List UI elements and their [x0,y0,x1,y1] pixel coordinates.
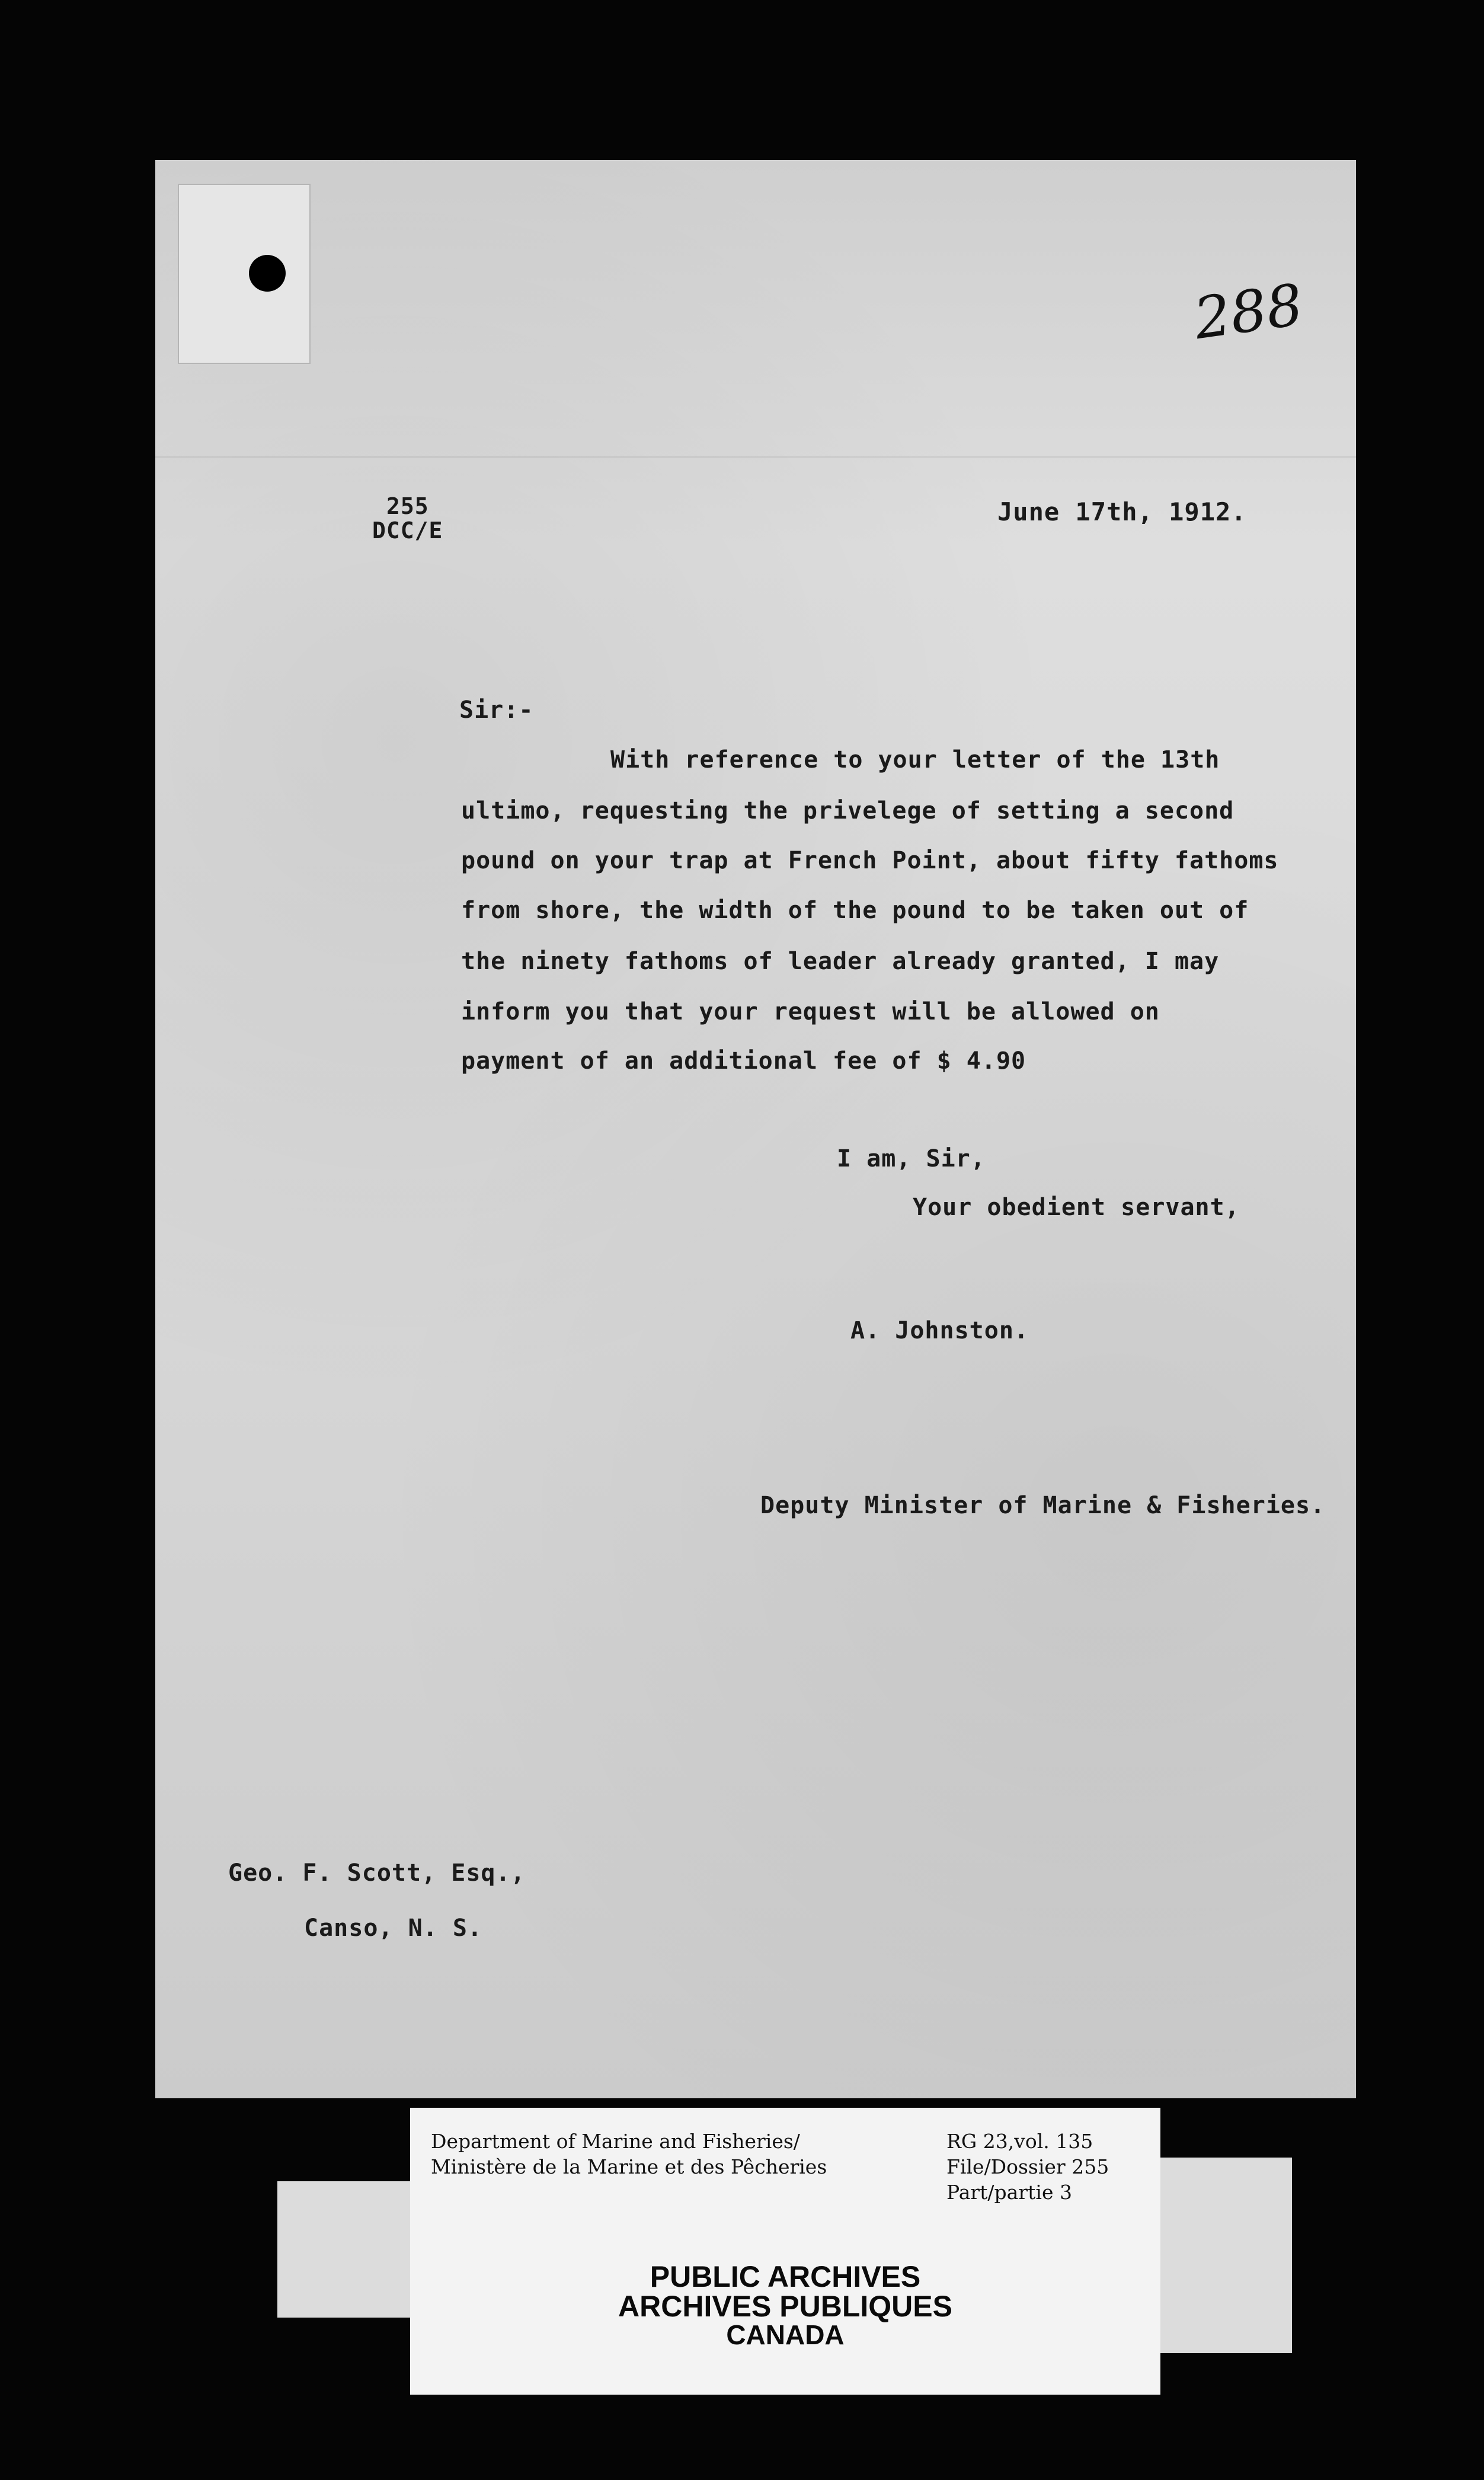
body-line-1: With reference to your letter of the 13th [610,746,1220,774]
addressee-place: Canso, N. S. [304,1915,482,1942]
label-title-fr: ARCHIVES PUBLIQUES [618,2290,952,2323]
body-line-4: from shore, the width of the pound to be taken out of [461,897,1249,924]
body-line-5: the ninety fathoms of leader already granted, I may [461,948,1220,975]
label-side-tab-left [277,2181,414,2318]
closing-i-am-sir: I am, Sir, [837,1145,986,1172]
label-title-en: PUBLIC ARCHIVES [650,2260,921,2293]
file-ref-number: 255 [386,493,429,519]
letter-page [155,160,1356,2098]
addressee-name: Geo. F. Scott, Esq., [228,1859,526,1887]
body-line-6: inform you that your request will be allowed on [461,998,1160,1025]
label-file: File/Dossier 255 [946,2155,1109,2178]
corner-tag [178,184,311,364]
label-rg-volume: RG 23,vol. 135 [946,2130,1093,2153]
letter-date: June 17th, 1912. [997,497,1247,526]
label-dept-fr: Ministère de la Marine et des Pêcheries [431,2155,827,2178]
body-line-2: ultimo, requesting the privelege of setting a second [461,797,1234,824]
archive-label [410,2108,1160,2395]
fold-line [155,456,1356,458]
label-side-tab-right [1159,2158,1292,2353]
file-ref-code: DCC/E [372,517,443,544]
body-line-3: pound on your trap at French Point, about fifty fathoms [461,847,1279,874]
signature-name: A. Johnston. [850,1317,1029,1344]
punch-hole [249,255,286,292]
label-title-country: CANADA [726,2319,845,2350]
label-part: Part/partie 3 [946,2181,1072,2204]
closing-obedient-servant: Your obedient servant, [913,1194,1240,1221]
body-line-7: payment of an additional fee of $ 4.90 [461,1047,1026,1075]
salutation: Sir:- [459,696,534,724]
folio-number: 288 [1190,271,1307,353]
signatory-title: Deputy Minister of Marine & Fisheries. [760,1492,1326,1519]
label-dept-en: Department of Marine and Fisheries/ [431,2130,800,2153]
